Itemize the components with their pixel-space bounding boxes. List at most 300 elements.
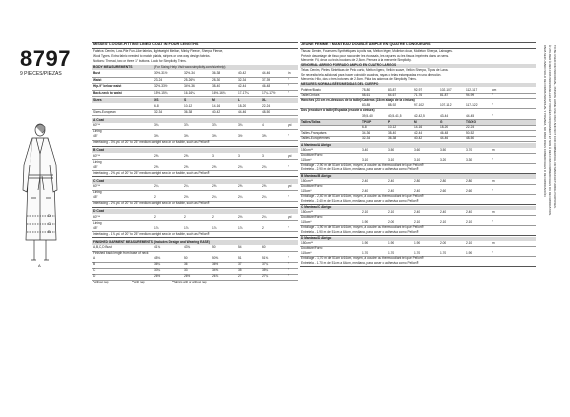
body-row-value: 16½-16¾ [212,90,226,95]
doublure-value: 2.10 [440,219,447,224]
sizes-label: Sizes [93,98,102,102]
interfacing-line: Interfacing - 1⅞ yd. of 20" to 25" medium-weight sew-in or fusible, such as Pellon® [93,231,210,236]
fabric-width-cm: 150cm** [301,147,314,152]
tailles-row-value: G [440,119,443,124]
finished-title: FINISHED GARMENT MEASUREMENTS (Includes Design and Wearing EASE) [93,239,210,244]
doublure-value: 3.10 [362,157,369,162]
tailles-row-value: 14-16 [414,125,423,130]
lining-width: 45" [93,134,98,138]
yardage-value: 4 [262,123,264,127]
bust-value: 50 [212,245,216,249]
metrage-value: 2.40 [440,210,447,214]
lining-width: 45" [93,164,98,169]
length-row-value: 35¼ [262,268,269,272]
doublure-value: 2.40 [414,188,421,193]
notions-line: Notions: Thread, two or three 1" buttons. Look for Simplicity Trims. [93,59,187,63]
body-row-value: 44-46 [262,71,271,75]
view-name-fr: C Manteau/C Abrigo [301,205,332,210]
tailles-row-label: Tailles-Européennes [301,135,330,140]
mesures-row-label: Hanches (23 cm en-dessous de la taille)/Caderas (23cm abajo de la cintura) [301,97,415,102]
lining-value: 2 [262,225,264,230]
tailles-row-label: Tailles/Tallas [301,119,321,124]
metrage-value: 2.40 [466,210,473,214]
mesures-row-value: 117-122 [466,103,478,108]
tailles-row-value: P [388,119,391,124]
tailles-row-value: 18-20 [440,125,449,130]
lining-value: 2⅝ [184,164,189,169]
lining-value: " [288,225,290,230]
length-row-label: C [93,268,96,272]
tailles-row-value: TG/XG [466,119,476,124]
body-row-value: 40-42 [238,71,247,75]
metrage-value: 3.70 [466,147,473,152]
divider [300,173,536,174]
tailles-row-value: 44-46 [440,135,449,140]
length-row-value: 26½ [154,274,161,278]
view-name-fr: D Manteau/D Abrigo [301,236,332,241]
body-row-label: Waist [93,77,102,82]
entretela-line: Entretela - 1.70 m de 51cm a 64cm, mediana, para coser o adhesiva como Pellon® [301,260,419,265]
size-value: XL [262,98,267,102]
entoilage-line: Entoilage - 2,90 m de 51cm à 64cm, moyen, à coudre ou thermocollant tel que Pellon® [301,162,424,167]
bust-value: 54 [238,245,242,249]
metrage-value: 2.40 [362,178,369,183]
metrage-value: 2.10 [362,210,369,214]
yardage-value: 3⅞ [184,123,189,127]
yardage-value: 2 [212,214,214,219]
length-row-value: 27¼ [262,274,269,278]
mesures-row-value: 40,5-41,5 [388,113,402,118]
divider [92,220,298,221]
lining-value: 1⅞ [212,225,217,230]
doublure-value: 3.10 [414,157,421,162]
fabric-width: 60"** [93,153,101,158]
doublure-value: 2.10 [414,219,421,224]
sizes-row-value: 18-20 [238,103,247,108]
doublure-label: Doublure/Forro [301,184,323,189]
sizes-row-value: 48-50 [262,109,271,114]
view-name: B Coat [93,148,104,152]
lining-value: 2¼ [262,195,267,199]
doublure-value: 2.00 [388,219,395,224]
yardage-value: 2¼ [154,184,159,188]
yardage-value: 3 [212,153,214,158]
lining-label: Lining [93,220,102,225]
fabrics-line-2: Wool Types. Extra fabric needed to match plaids, stripes or one-way design fabrics. [93,54,211,58]
divider [92,77,298,78]
mesures-title: MESURES NORMALISÉES/MEDIDAS DEL CUERPO [301,82,379,87]
sizes-row-value: 10-12 [184,103,193,108]
size-value: XS [154,98,159,102]
tailles-row-value: 48-50 [466,135,475,140]
fabric-width: 60"** [93,214,101,219]
coat-title-fr: JEUNE FEMME : MANTEAU DOUBLÉ AMPLE EN QUATRE LONGUEURS [301,42,431,46]
mesures-row-value: 43-44 [440,113,449,118]
body-row-value: 32-34 [238,77,247,82]
mesures-row-value: 83-85 [362,103,371,108]
mesures-row-value: " [492,113,494,118]
footnote: *without nap [93,280,109,284]
sizes-row-value: 32-34 [154,109,163,114]
yardage-value: 2⅝ [184,153,189,158]
doublure-value: 3.10 [388,157,395,162]
body-row-value: 38-40 [212,84,221,88]
length-row-value: 36½ [212,262,219,266]
divider [300,266,536,267]
doublure-value: 2.40 [388,188,395,193]
entoilage-line: Entoilage - 1,70 m de 51cm à 64cm, moyen, à coudre ou thermocollant tel que Pellon® [301,256,424,261]
view-name: A Coat [93,117,104,122]
lining-value: " [288,134,290,138]
length-row-value: 50 [184,256,188,260]
body-row-label: Back-neck to waist [93,90,122,95]
body-row-value: " [288,77,290,82]
length-row-label: D [93,274,96,278]
yardage-value: 3⅞ [212,123,217,127]
lining-value: 1⅞ [184,225,189,230]
length-row-value: 36 [184,262,188,266]
metrage-value: m [492,210,495,214]
tailles-row-value: 40-42 [414,135,423,140]
metrage-value: 2.80 [466,178,473,183]
copyright-line-fr: À UTILISER À DES FINS INDIVIDUELLES ET PRIVÉES UNIQUEMENT ET NON À DES FINS COMMERCIALES OU DE FABRICATION. [548,45,552,216]
metrage-value: 1.90 [414,241,421,246]
length-row-value: " [288,262,290,266]
entretela-line: Entretela - 1.90 m de 51cm a 64cm, mediana, para coser o adhesiva como Pellon® [301,229,419,234]
tailles-row-value: 42-44 [414,130,423,135]
lining-width-cm: 115cm* [301,219,312,224]
tailles-row-value: 22-24 [466,125,475,130]
mesures-row-value: 64-67 [388,92,397,97]
yardage-value: 2¼ [184,184,189,188]
body-row-value: 46-48 [262,84,271,88]
tailles-row-value: 6-8 [362,125,367,130]
length-row-value: 50⅝ [212,256,219,260]
length-row-value: 37¼ [262,262,269,266]
body-row-value: " [288,90,290,95]
length-row-value: 36¼ [154,262,161,266]
divider [92,146,298,147]
tailles-row-value: 10-12 [388,125,397,130]
body-row-value: 23-24 [154,77,163,82]
mesures-row-value: 44-45 [466,113,475,118]
entretela-line: Entretela - 2.40 m de 51cm a 64cm, mediana, para coser o adhesiva como Pellon® [301,198,419,203]
doublure-value: 2.60 [440,188,447,193]
doublure-value: " [492,250,494,255]
lining-width: 45" [93,225,98,230]
view-name-fr: B Manteau/B Abrigo [301,174,332,179]
sizes-row-value: 40-42 [212,109,221,114]
bust-label: A,B,C,D Bust [93,245,112,249]
length-row-value: " [288,256,290,260]
body-row-value: 25-26½ [184,77,195,82]
size-value: L [238,98,241,102]
yardage-value: yd [288,214,292,219]
metrage-value: 2.00 [440,241,447,246]
yardage-value: 3 [238,153,240,158]
yardage-value: yd [288,184,292,188]
tissus-line-1: Tissus: Denim, Fourrures Synthétiques à poils ras, Melton léger, Molleton doux, Molleton Sherpa, Lainages. [301,49,453,53]
view-bar [92,118,298,123]
english-column [92,0,298,417]
length-row-value: 27 [238,274,242,278]
coat-title: MISSES' LOOSE-FITTING LINED COAT IN FOUR LENGTHS [93,42,199,46]
divider [92,190,298,191]
fabric-width-cm: 150cm** [301,178,314,183]
sizes-bar [92,98,298,103]
body-row-value: 36-38 [212,71,221,75]
yardage-value: 2⅝ [262,184,267,188]
lining-value: 3⅜ [184,134,189,138]
coat-illustration [18,120,74,310]
metrage-value: 3.50 [440,147,447,152]
lining-label: Lining [93,190,102,194]
body-row-value: 15½-15¾ [154,90,168,95]
mesures-row-value: 71-76 [414,92,423,97]
mesures-row-value: 83-87 [388,87,397,92]
metrage-value: 2.40 [388,178,395,183]
doublure-value: 1.70 [362,250,369,255]
yardage-value: 2 [184,214,186,219]
view-letter-b: B [48,229,51,234]
copyright-side-text [540,45,560,385]
view-bar [92,179,298,184]
metrage-value: 3.40 [362,147,369,152]
body-row-value: 32½-33½ [154,84,168,88]
lining-value: " [288,164,290,169]
length-row-value: 26½ [184,274,191,278]
fabric-width-cm: 150cm** [301,241,314,246]
divider [92,159,298,160]
doublure-value: 1.70 [414,250,421,255]
metrage-value: 2.40 [414,210,421,214]
divider [300,246,536,247]
view-letter-d: D [48,213,51,218]
sizes-row-label: Sizes-European [93,109,116,114]
length-row-value: " [288,274,290,278]
divider [300,141,536,142]
telas-line-2: Se necesita tela adicional para hacer coincidir cuadros, rayas o telas estampadas en una dirección. [301,72,442,77]
divider [92,115,298,116]
mesures-row-label: Taille/Cintura [301,92,320,97]
mesures-row-value: 58-61 [362,92,371,97]
mesures-row-value: 112-117 [466,87,478,92]
yardage-value: 2¼ [262,214,267,219]
entoilage-line: Entoilage - 2,40 m de 51cm à 64cm, moyen, à coudre ou thermocollant tel que Pellon® [301,193,424,198]
lining-value: 3⅝ [262,134,267,138]
mesures-row-value: 81-87 [440,92,449,97]
fabrics-line-1: Fabrics: Denim, Low-Pile Fun-Like fabrics, lightweight Melton, Minky Fleece, Sherpa Fleece, [93,49,224,53]
fabric-width: 60"** [93,123,101,127]
metrage-value: m [492,178,495,183]
metrage-value: m [492,147,495,152]
doublure-label: Doublure/Forro [301,246,323,251]
lining-value: 2⅝ [212,164,217,169]
doublure-value: 2.40 [362,188,369,193]
doublure-value: 1.70 [440,250,447,255]
metrage-value: 3.50 [388,147,395,152]
length-row-label: A [93,256,96,260]
lining-value: 3½ [238,134,243,138]
divider [300,215,536,216]
yardage-value: 3¾ [154,123,159,127]
tailles-row-value: 36-38 [388,135,397,140]
tailles-row-value: 32-34 [362,135,371,140]
length-row-value: " [288,268,290,272]
length-label: Finished back length from base of neck [93,251,149,255]
body-row-value: 32½-34 [184,71,195,75]
doublure-label: Doublure/Forro [301,215,323,220]
body-row-label: Bust [93,71,101,75]
interfacing-line: Interfacing - 2⅝ yd. of 20" to 25" medium-weight sew-in or fusible, such as Pellon® [93,170,210,175]
mesures-row-value: cm [492,87,497,92]
length-row-value: 37 [238,262,242,266]
divider [92,96,298,97]
doublure-value: 1.90 [362,219,369,224]
copyright-line-en: TO BE USED FOR INDIVIDUAL, PRIVATE HOME USE ONLY AND NOT FOR COMMERCIAL OR MANUFACTURING PURPOSES. [553,45,557,209]
length-row-value: 35 [238,268,242,272]
sizing-help-note: (For Sizing Help Visit www.simplicity.com/sizehelp) [154,65,226,69]
yardage-value: 2⅝ [154,153,159,158]
divider [92,207,298,208]
lining-value: 2 [154,195,156,199]
mesures-row-label: Poitrine/Busto [301,87,321,92]
lining-value: 2⅛ [184,195,189,199]
view-bar [92,209,298,214]
length-row-value: 33 [184,268,188,272]
yardage-value: 2⅛ [238,214,243,219]
lining-label: Lining [93,129,102,133]
divider [300,184,536,185]
length-row-value: 51 [238,256,242,260]
doublure-value: 1.90 [466,250,473,255]
entretela-line: Entretela - 2.90 m de 51cm a 64cm, mediana, para coser o adhesiva como Pellon® [301,167,419,172]
tailles-row-value: 50-52 [466,130,475,135]
metrage-value: 2.80 [414,178,421,183]
lining-label: Lining [93,159,102,164]
mesures-row-value: 97-102 [414,103,424,108]
metrage-value: 3.60 [414,147,421,152]
doublure-value: 2.60 [466,188,473,193]
length-row-value: 26⅞ [212,274,219,278]
doublure-value: 2.10 [466,219,473,224]
sizes-row-value: 6-8 [154,103,159,108]
mesures-row-value: 102-107 [440,87,452,92]
doublure-value: " [492,157,494,162]
view-letter-a: A [38,263,41,268]
body-row-value: 17-17¼ [238,90,249,95]
doublure-label: Doublure/Forro [301,153,323,157]
bust-value: 41¾ [154,245,161,249]
doublure-value: " [492,188,494,193]
view-name: D Coat [93,209,104,213]
mesures-row-value: 92-97 [414,87,423,92]
entoilage-line: Entoilage - 1,90 m de 51cm à 64cm, moyen, à coudre ou thermocollant tel que Pellon® [301,225,424,229]
mesures-row-value: 39,5-40 [362,113,373,118]
tailles-row-label: Tailles-Françaises [301,130,327,135]
yardage-value: yd [288,153,292,158]
yardage-value: yd [288,123,292,127]
lining-value: 2¾ [262,164,267,169]
metrage-value: 2.80 [440,178,447,183]
body-row-value: 34½-36 [184,84,195,88]
lining-width-cm: 115cm* [301,188,312,193]
doublure-value: 3.20 [440,157,447,162]
lining-value: 2¾ [238,164,243,169]
copyright-line-es: PARA SER USADO SOLO DE FORMA INDIVIDUAL Y PRIVADA, NO PARA FINES COMERCIALES O DE FABRICACIÓN. [543,45,547,198]
fabric-width: 60"** [93,184,101,188]
mesures-row-value: " [492,103,494,108]
lining-width: 45" [93,195,98,199]
view-letter-c: C [48,221,51,226]
length-row-value: 45⅛ [154,256,161,260]
yardage-value: 3 [262,153,264,158]
interfacing-line: Interfacing - 2⅛ yd. of 20" to 25" medium-weight sew-in or fusible, such as Pellon® [93,201,210,205]
tailles-row-value: TP/XP [362,119,372,124]
yardage-value: 2⅝ [238,184,243,188]
mercerie-line: Mercerie: Fil, deux ou trois boutons de 2,5cm. Pensez à la mercerie Simplicity. [301,58,412,62]
divider [92,237,298,238]
spanish-title: SENOIRIAL ABRIGO FORRADO AMPLIO EN CUATRO LARGOS [301,63,397,68]
lining-width-cm: 115cm* [301,157,312,162]
metrage-value: m [492,241,495,246]
interfacing-line: Interfacing - 3⅛ yd. of 20" to 25" medium-weight sew-in or fusible, such as Pellon® [93,140,210,144]
lining-value: 1⅞ [154,225,159,230]
body-row-value: " [288,84,290,88]
view-name: C Coat [93,178,104,183]
sizes-row-value: 22-24 [262,103,271,108]
body-row-value: 42-44 [238,84,247,88]
body-row-value: 30½-31½ [154,71,168,75]
lining-width-cm: 115cm* [301,250,312,255]
bust-value: 60 [262,245,266,249]
lining-value: 2¼ [212,195,217,199]
lining-value: 2⅝ [154,164,159,169]
metrage-value: 2.10 [388,210,395,214]
lining-value: 3⅜ [212,134,217,138]
mesures-row-value: 88-92 [388,103,397,108]
divider [300,153,536,154]
mesures-row-label: Dos (encolure à taille)/Espalda (escote a cintura) [301,108,375,113]
pattern-number: 8797 [20,46,71,71]
body-row-value: 37-39 [262,77,271,82]
lining-value: " [288,195,290,199]
mesures-row-value: 42-42,5 [414,113,425,118]
tailles-row-value: 46-48 [440,130,449,135]
yardage-value: 3¾ [238,123,243,127]
divider [92,176,298,177]
body-row-label: Hip-9" below waist [93,84,122,88]
length-row-value: 51⅜ [262,256,269,260]
metrage-value: 1.90 [388,241,395,246]
bust-value: 43¾ [184,245,191,249]
length-row-value: 34⅝ [212,268,219,272]
lining-value: 1⅞ [238,225,243,230]
metrage-value: 2.10 [466,241,473,246]
length-row-label: B [93,262,96,266]
yardage-value: 2 [154,214,156,219]
metrage-value: 1.90 [362,241,369,246]
doublure-value: 1.70 [388,250,395,255]
divider [300,235,536,236]
mesures-row-value: 107-112 [440,103,452,108]
mesures-row-value: 78-80 [362,87,371,92]
tailles-row-value: 34-36 [362,130,371,135]
view-bar [92,148,298,153]
sizes-row-value: 36-38 [184,109,193,114]
footnote: **with nap [132,280,145,284]
doublure-value: " [492,219,494,224]
